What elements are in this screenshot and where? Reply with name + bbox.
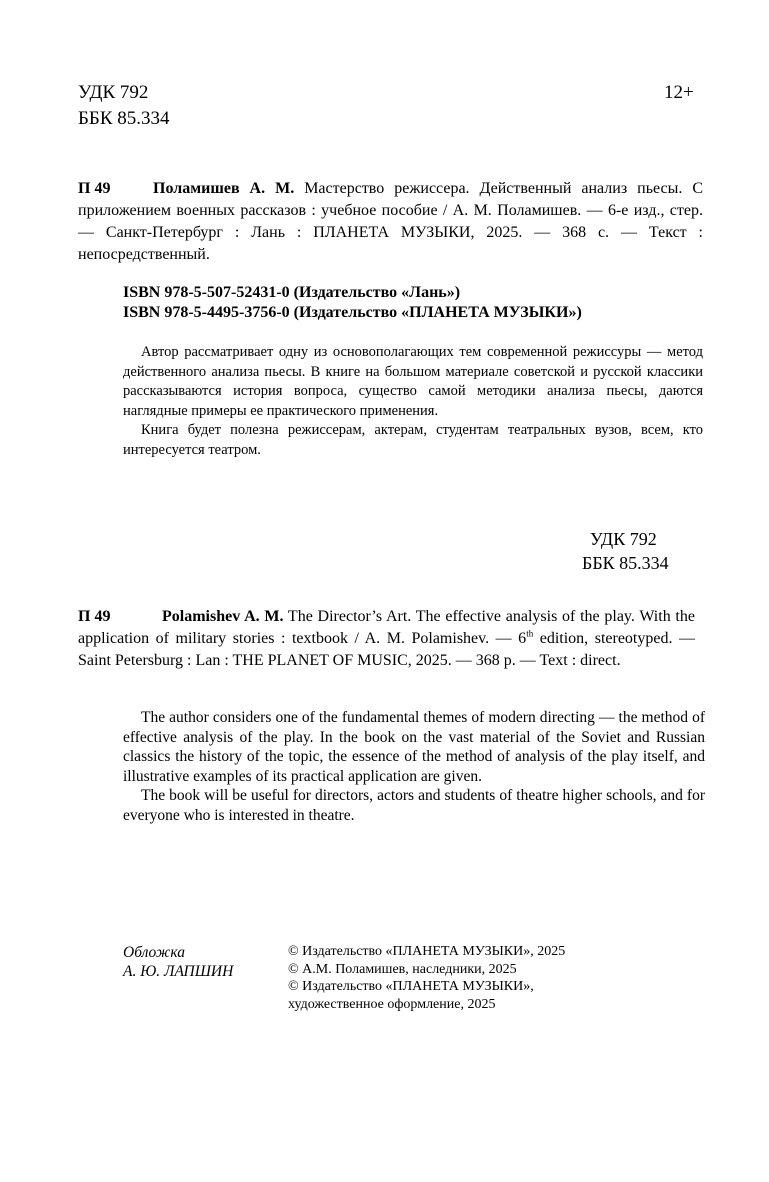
abstract-ru xyxy=(123,343,703,460)
udk-code: УДК 792 xyxy=(78,82,149,103)
copyright-line-3: © Издательство «ПЛАНЕТА МУЗЫКИ», xyxy=(288,979,534,994)
bibliographic-entry-en xyxy=(78,606,695,672)
isbn-planeta: ISBN 978-5-4495-3756-0 (Издательство «ПЛАНЕТА МУЗЫКИ») xyxy=(123,304,582,321)
entry-text-en-part-1: The Director’s Art. The effective analysis of the play. With the application of military stories : textbook / A. M. Polamishev. — 6 xyxy=(78,608,695,647)
isbn-lan: ISBN 978-5-507-52431-0 (Издательство «Лань») xyxy=(123,284,461,301)
author-name-en: Polamishev A. M. xyxy=(162,608,284,625)
author-sign-ru: П 49 xyxy=(78,180,111,197)
middle-classification xyxy=(582,527,669,575)
entry-text-en-part-2: edition, stereotyped. — Saint Petersburg : Lan : THE PLANET OF MUSIC, 2025. — 368 p. — Text : direct. xyxy=(78,630,696,669)
abstract-en xyxy=(123,708,705,825)
abstract-ru-paragraph-1: Автор рассматривает одну из основополагающих тем современной режиссуры — метод действенного анализа пьесы. В книге на большом материале советской и русской классики рассказываются история вопроса, существо самой методики анализа пьесы, даются наглядные примеры ее практического применения. xyxy=(123,344,703,419)
age-rating: 12+ xyxy=(664,82,694,103)
cover-artist: А. Ю. ЛАПШИН xyxy=(123,963,234,980)
top-classification xyxy=(78,80,170,132)
bbk-code-mid: ББК 85.334 xyxy=(582,553,669,573)
isbn-block xyxy=(123,283,582,323)
cover-credit xyxy=(123,943,233,981)
abstract-en-paragraph-2: The book will be useful for directors, actors and students of theatre higher schools, and for everyone who is interested in theatre. xyxy=(123,787,705,824)
bbk-code: ББК 85.334 xyxy=(78,108,170,129)
udk-code-mid: УДК 792 xyxy=(590,529,657,549)
abstract-en-paragraph-1: The author considers one of the fundamental themes of modern directing — the method of effective analysis of the play. In the book on the vast material of the Soviet and Russian classics the history of the topic, the essence of the method of analysis of the play itself, and illustrative examples of its practical application are given. xyxy=(123,709,705,785)
author-sign-en: П 49 xyxy=(78,608,111,625)
copyright-block xyxy=(288,943,565,1013)
edition-superscript: th xyxy=(526,628,534,639)
copyright-line-4: художественное оформление, 2025 xyxy=(288,996,496,1012)
author-name-ru: Поламишев А. М. xyxy=(153,180,295,197)
copyright-line-2: © А.М. Поламишев, наследники, 2025 xyxy=(288,961,517,977)
copyright-line-1: © Издательство «ПЛАНЕТА МУЗЫКИ», 2025 xyxy=(288,944,566,959)
cover-label: Обложка xyxy=(123,944,185,961)
abstract-ru-paragraph-2: Книга будет полезна режиссерам, актерам, студентам театральных вузов, всем, кто интересуется театром. xyxy=(123,422,703,458)
entry-text-ru: Мастерство режиссера. Действенный анализ пьесы. С приложением военных рассказов : учебное пособие / А. М. Поламишев. — 6-е изд., стер. — Санкт-Петербург : Лань : ПЛАНЕТА МУЗЫКИ, 2025. — 368 с. — Текст : непосредственный. xyxy=(78,180,704,263)
bibliographic-entry-ru xyxy=(78,178,703,266)
